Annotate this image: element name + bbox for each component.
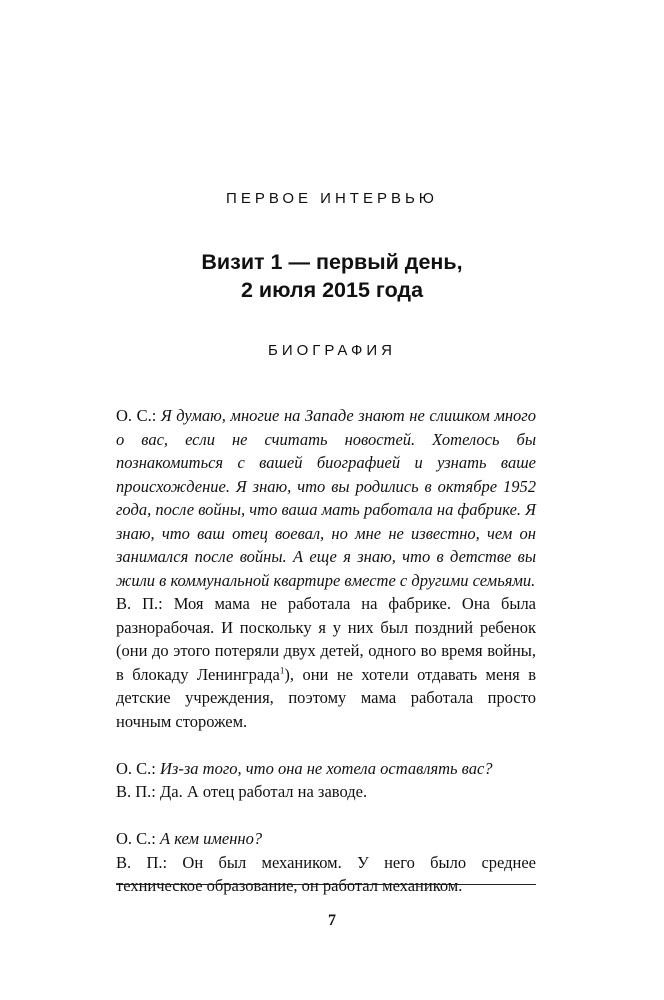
page-number: 7: [328, 912, 336, 929]
footer-divider: [116, 884, 536, 885]
speaker-label: О. С.:: [116, 829, 156, 848]
dialogue-line-respondent: [116, 780, 536, 804]
chapter-title: [0, 248, 664, 304]
question-text: Из-за того, что она не хотела оставлять вас?: [160, 758, 493, 778]
part-label: ПЕРВОЕ ИНТЕРВЬЮ: [226, 190, 438, 207]
speaker-label: О. С.:: [116, 758, 156, 778]
footnote-marker[interactable]: 1: [279, 665, 285, 675]
dialogue-line-interviewer: [116, 827, 536, 851]
speaker-label: О. С.:: [116, 406, 157, 425]
chapter-title-line-1: Визит 1 — первый день,: [201, 250, 463, 274]
answer-text-continued: ), они не хотели отдавать меня в детские учреждения, поэтому мама работала просто ночным сторожем.: [116, 664, 536, 731]
dialogue-line-interviewer: [116, 757, 536, 781]
dialogue-line-interviewer: [116, 404, 536, 592]
section-heading: БИОГРАФИЯ: [268, 342, 396, 359]
question-text: А кем именно?: [160, 829, 263, 848]
speaker-label: В. П.:: [116, 594, 163, 613]
speaker-label: В. П.:: [116, 782, 156, 801]
dialogue-line-respondent: [116, 592, 536, 733]
answer-text: Моя мама не работала на фабрике. Она была разнорабочая. И поскольку я у них был поздний ребенок (они до этого потеряли двух детей, одного во время войны, в блокаду Ленинграда: [116, 594, 536, 684]
answer-text: Он был механиком. У него было среднее техническое образование, он работал механиком.: [116, 852, 536, 895]
speaker-label: В. П.:: [116, 852, 168, 872]
answer-text: Да. А отец работал на заводе.: [160, 782, 368, 801]
chapter-title-line-2: 2 июля 2015 года: [240, 278, 424, 302]
question-text: Я думаю, многие на Западе знают не слишком много о вас, если не считать новостей. Хотелось бы познакомиться с вашей биографией и узнать ваше происхождение. Я знаю, что вы родились в октябре 1952 года, после войны, что ваша мать работала на фабрике. Я знаю, что ваш отец воевал, но мне не известно, чем он занимался после войны. А еще я знаю, что в детстве вы жили в коммунальной квартире вместе с другими семьями.: [116, 406, 536, 590]
interview-text: [116, 404, 536, 898]
dialogue-line-respondent: [116, 851, 536, 898]
